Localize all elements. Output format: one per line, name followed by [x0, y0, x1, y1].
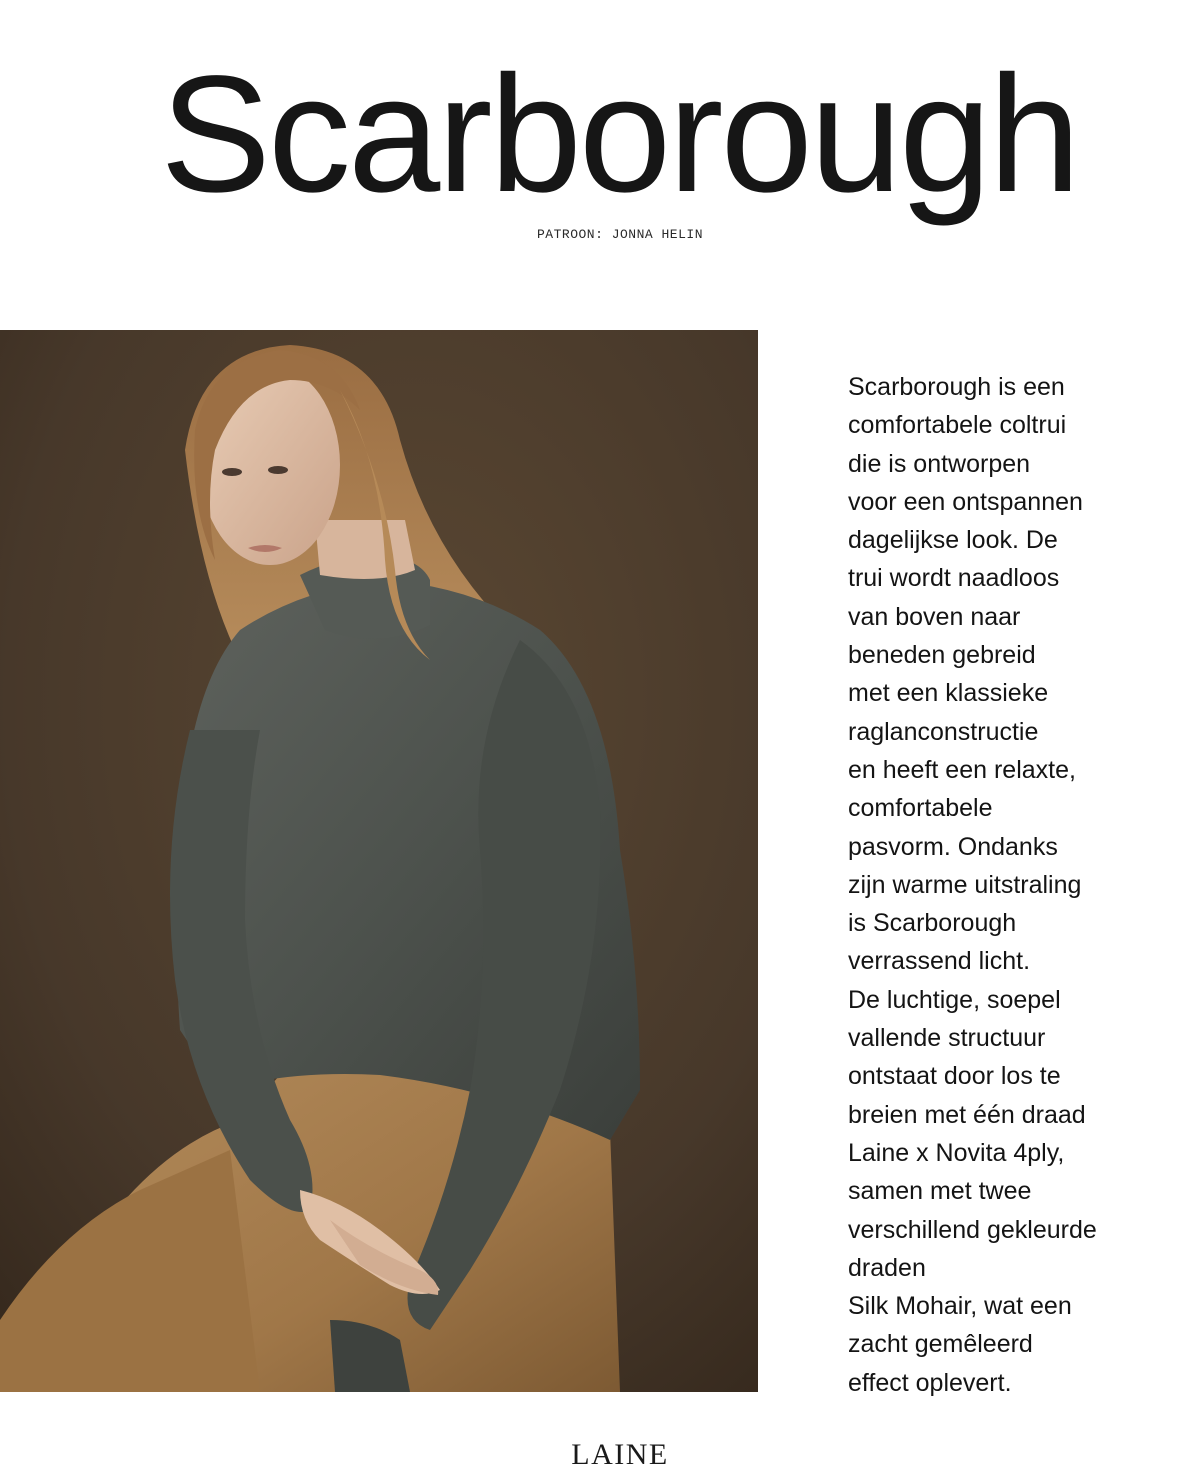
article-line: raglanconstructie	[848, 717, 1039, 746]
article-line: en heeft een relaxte,	[848, 755, 1076, 784]
article-line: Scarborough is een	[848, 373, 1065, 401]
article-line: effect oplevert.	[848, 1368, 1012, 1397]
left-eye	[222, 468, 242, 476]
article-line: met een klassieke	[848, 679, 1049, 708]
model-photo-illustration	[0, 330, 758, 1392]
article-line: zijn warme uitstraling	[848, 870, 1082, 899]
article-line: verrassend licht.	[848, 947, 1031, 976]
article-line: Laine x Novita 4ply,	[848, 1138, 1065, 1167]
right-eye	[268, 466, 288, 474]
neck	[315, 520, 415, 579]
article-line: voor een ontspannen	[848, 487, 1083, 516]
article-line: samen met twee	[848, 1177, 1032, 1206]
article-line: vallende structuur	[848, 1024, 1046, 1053]
article-line: zacht gemêleerd	[848, 1330, 1033, 1359]
article-line: van boven naar	[848, 602, 1021, 631]
article-line: De luchtige, soepel	[848, 985, 1061, 1014]
article-body	[848, 368, 1178, 1402]
page-title: Scarborough	[160, 42, 1078, 227]
article-line: dagelijkse look. De	[848, 526, 1058, 555]
article-line: die is ontworpen	[848, 449, 1031, 478]
article-line: trui wordt naadloos	[848, 564, 1060, 593]
article-line: is Scarborough	[848, 909, 1017, 938]
article-line: comfortabele coltrui	[848, 411, 1067, 440]
model-photo	[0, 330, 758, 1392]
article-line: verschillend gekleurde	[848, 1215, 1097, 1244]
article-line: ontstaat door los te	[848, 1062, 1061, 1091]
article-line: pasvorm. Ondanks	[848, 832, 1058, 861]
brand-logo: LAINE	[571, 1438, 669, 1471]
article-line: comfortabele	[848, 794, 993, 823]
article-line: beneden gebreid	[848, 641, 1036, 670]
pattern-designer-byline: PATROON: JONNA HELIN	[536, 227, 704, 242]
article-line: Silk Mohair, wat een	[848, 1292, 1072, 1321]
article-line: draden	[848, 1253, 926, 1282]
article-line: breien met één draad	[848, 1100, 1086, 1129]
